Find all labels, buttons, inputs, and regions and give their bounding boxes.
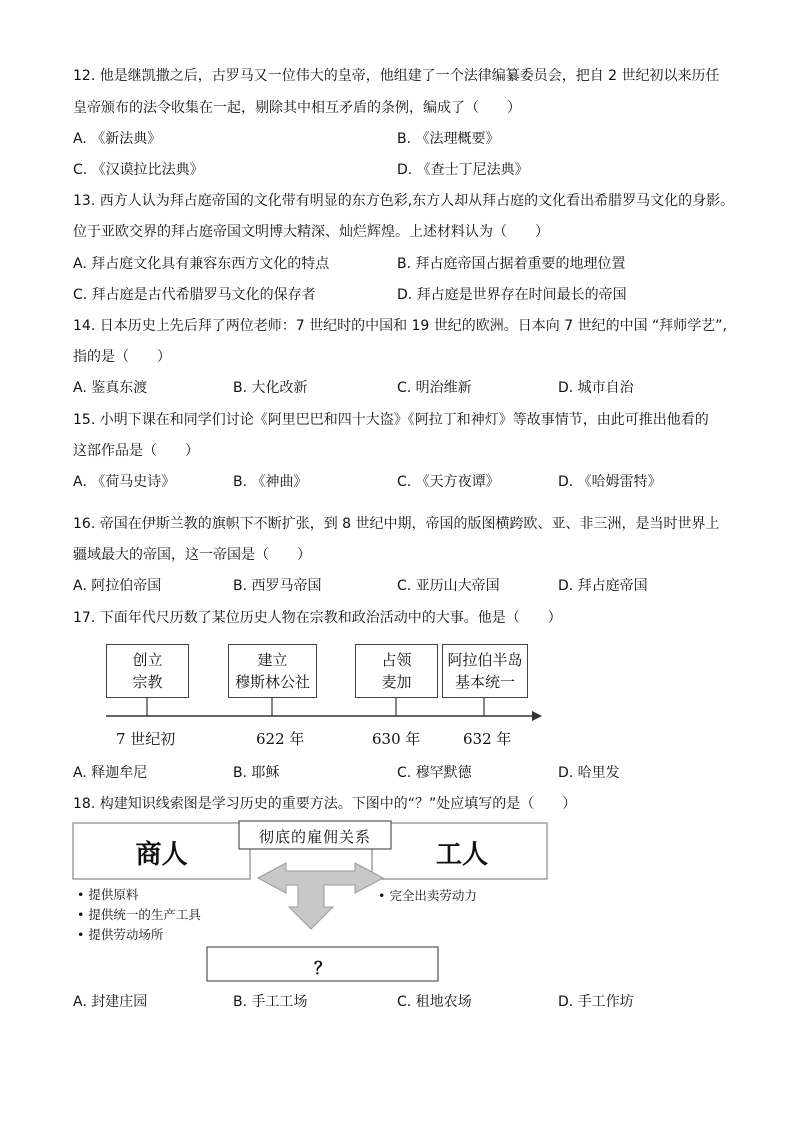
- merchant-bullet-3-text: 提供劳动场所: [88, 927, 164, 942]
- timeline-event-4-line1: 阿拉伯半岛: [447, 651, 523, 669]
- merchant-label: 商人: [135, 840, 188, 870]
- answer-placeholder: ？: [314, 959, 331, 979]
- merchant-bullet-1: [77, 885, 138, 903]
- q18-stem: 18. 构建知识线索图是学习历史的重要方法。下图中的“？”处应填写的是（ ）: [73, 796, 577, 812]
- timeline-event-1-line1: 创立: [132, 651, 163, 669]
- q16-option-b: B. 西罗马帝国: [233, 578, 322, 594]
- q17-stem: 17. 下面年代尺历数了某位历史人物在宗教和政治活动中的大事。他是（ ）: [73, 610, 562, 626]
- q15-option-d: D. 《哈姆雷特》: [558, 474, 662, 490]
- worker-bullet-1-text: 完全出卖劳动力: [389, 888, 477, 903]
- q18-option-a: A. 封建庄园: [73, 994, 148, 1010]
- q14-option-a: A. 鉴真东渡: [73, 380, 148, 396]
- timeline-year-1: 7 世纪初: [116, 730, 176, 748]
- worker-bullet-1: [378, 886, 477, 904]
- q12-option-b: B. 《法理概要》: [397, 131, 500, 147]
- timeline-year-2: 622 年: [256, 730, 305, 748]
- q13-option-d: D. 拜占庭是世界存在时间最长的帝国: [397, 287, 627, 303]
- q15-stem-line1: 15. 小明下课在和同学们讨论《阿里巴巴和四十大盗》《阿拉丁和神灯》等故事情节，由此可推出他看的: [73, 412, 709, 428]
- q14-option-b: B. 大化改新: [233, 380, 308, 396]
- q15-option-a: A. 《荷马史诗》: [73, 474, 176, 490]
- timeline-event-2-line1: 建立: [257, 651, 288, 669]
- q17-option-c: C. 穆罕默德: [397, 765, 472, 781]
- q12-option-d: D. 《查士丁尼法典》: [397, 162, 529, 178]
- q14-option-d: D. 城市自治: [558, 380, 634, 396]
- q12-stem-line2: 皇帝颁布的法令收集在一起，剔除其中相互矛盾的条例，编成了（ ）: [73, 100, 521, 116]
- timeline-year-4: 632 年: [463, 730, 512, 748]
- q18-option-d: D. 手工作坊: [558, 994, 634, 1010]
- q14-stem-line2: 指的是（ ）: [73, 349, 171, 365]
- q13-stem-line2: 位于亚欧交界的拜占庭帝国文明博大精深、灿烂辉煌。上述材料认为（ ）: [73, 224, 549, 240]
- q17-option-a: A. 释迦牟尼: [73, 765, 148, 781]
- q16-option-c: C. 亚历山大帝国: [397, 578, 500, 594]
- q18-option-b: B. 手工工场: [233, 994, 308, 1010]
- q16-option-a: A. 阿拉伯帝国: [73, 578, 162, 594]
- q12-stem-line1: 12. 他是继凯撒之后，古罗马又一位伟大的皇帝，他组建了一个法律编纂委员会，把自 2 世纪初以来历任: [73, 68, 720, 84]
- q15-option-b: B. 《神曲》: [233, 474, 308, 490]
- q12-option-c: C. 《汉谟拉比法典》: [73, 162, 204, 178]
- q17-option-b: B. 耶稣: [233, 765, 280, 781]
- q16-option-d: D. 拜占庭帝国: [558, 578, 648, 594]
- q17-option-d: D. 哈里发: [558, 765, 620, 781]
- merchant-bullet-2-text: 提供统一的生产工具: [88, 907, 201, 922]
- q13-option-b: B. 拜占庭帝国占据着重要的地理位置: [397, 256, 626, 272]
- q13-stem-line1: 13. 西方人认为拜占庭帝国的文化带有明显的东方色彩,东方人却从拜占庭的文化看出希腊罗马文化的身影。: [73, 193, 735, 209]
- q16-stem-line2: 疆域最大的帝国，这一帝国是（ ）: [73, 547, 311, 563]
- timeline-event-1-line2: 宗教: [132, 673, 163, 691]
- q13-option-c: C. 拜占庭是古代希腊罗马文化的保存者: [73, 287, 316, 303]
- timeline-event-3-line2: 麦加: [381, 673, 412, 691]
- timeline-event-4-line2: 基本统一: [454, 673, 515, 691]
- timeline-arrow-head: [532, 711, 542, 721]
- merchant-bullet-3: [77, 925, 163, 943]
- q16-stem-line1: 16. 帝国在伊斯兰教的旗帜下不断扩张，到 8 世纪中期，帝国的版图横跨欧、亚、非三洲，是当时世界上: [73, 516, 720, 532]
- merchant-bullet-2: [77, 905, 201, 923]
- q14-stem-line1: 14. 日本历史上先后拜了两位老师：7 世纪时的中国和 19 世纪的欧洲。日本向 7 世纪的中国 “拜师学艺”,: [73, 318, 727, 334]
- q15-option-c: C. 《天方夜谭》: [397, 474, 500, 490]
- q12-option-a: A. 《新法典》: [73, 131, 162, 147]
- bullet-icon: •: [77, 907, 85, 922]
- bullet-icon: •: [77, 927, 85, 942]
- timeline-event-3-line1: 占领: [381, 651, 412, 669]
- q18-option-c: C. 租地农场: [397, 994, 472, 1010]
- merchant-bullet-1-text: 提供原料: [88, 887, 139, 902]
- q14-option-c: C. 明治维新: [397, 380, 472, 396]
- bullet-icon: •: [77, 887, 85, 902]
- t-arrow-shape: [258, 863, 386, 929]
- q15-stem-line2: 这部作品是（ ）: [73, 443, 199, 459]
- timeline-event-2-line2: 穆斯林公社: [234, 673, 310, 691]
- q13-option-a: A. 拜占庭文化具有兼容东西方文化的特点: [73, 256, 330, 272]
- bullet-icon: •: [378, 888, 386, 903]
- worker-label: 工人: [435, 840, 488, 870]
- center-relation-label: 彻底的雇佣关系: [258, 828, 371, 846]
- timeline-year-3: 630 年: [372, 730, 421, 748]
